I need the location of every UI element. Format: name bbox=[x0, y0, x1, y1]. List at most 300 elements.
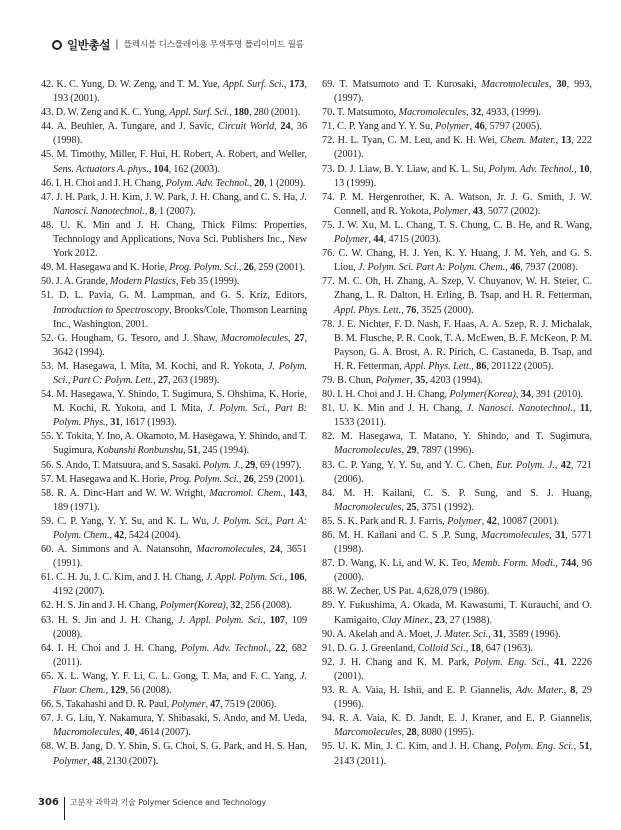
journal-title: Eur. Polym. J. bbox=[496, 459, 555, 471]
reference-item bbox=[322, 402, 592, 430]
reference-text: C. W. Chang, H. J. Yen, K. Y. Huang, J. M. Yeh, and G. S. Liou, bbox=[334, 248, 592, 274]
volume-number: 104 bbox=[153, 163, 169, 175]
volume-number: 29 bbox=[406, 445, 417, 457]
reference-text: , bbox=[267, 403, 275, 415]
volume-number: 76 bbox=[406, 304, 417, 316]
volume-number: 48 bbox=[91, 755, 102, 767]
reference-text: , bbox=[401, 501, 407, 513]
reference-item bbox=[322, 656, 592, 684]
reference-item bbox=[41, 106, 307, 120]
journal-title: Part B: Polym. Phys. bbox=[53, 403, 308, 429]
reference-text: , bbox=[401, 304, 407, 316]
journal-title: Modern Plastics bbox=[110, 276, 176, 288]
reference-text: A. Simmons and A. Natansohn, bbox=[57, 544, 197, 556]
reference-item bbox=[41, 571, 307, 599]
reference-number: 62. bbox=[41, 600, 56, 612]
reference-text: A. Akelah and A. Moet, bbox=[336, 628, 436, 640]
journal-title: Polymer bbox=[334, 234, 369, 246]
reference-item bbox=[41, 177, 307, 191]
volume-number: 40 bbox=[124, 727, 135, 739]
reference-text: , 259 (2001). bbox=[253, 262, 305, 274]
volume-number: 25 bbox=[406, 501, 417, 513]
reference-text: , 391 (2010). bbox=[530, 389, 584, 401]
reference-number: 58. bbox=[41, 487, 58, 499]
volume-number: 32 bbox=[230, 600, 241, 612]
reference-item bbox=[41, 430, 307, 458]
journal-title: Polymer bbox=[375, 374, 411, 386]
reference-item bbox=[322, 642, 592, 656]
reference-number: 87. bbox=[322, 558, 338, 570]
reference-item bbox=[322, 388, 592, 402]
volume-number: 86 bbox=[476, 360, 487, 372]
reference-number: 85. bbox=[322, 515, 338, 527]
journal-title: J. Polym. Sci. bbox=[207, 403, 268, 415]
volume-number: 24 bbox=[269, 544, 281, 556]
reference-text: , 1617 (1993). bbox=[120, 417, 177, 429]
reference-item bbox=[41, 740, 307, 768]
footer-divider bbox=[64, 797, 65, 820]
reference-text: , 647 (1963). bbox=[480, 642, 534, 654]
reference-number: 77. bbox=[322, 276, 339, 288]
reference-text: , 7897 (1996). bbox=[416, 445, 474, 457]
volume-number: 27 bbox=[157, 374, 169, 386]
reference-text: , 3525 (2000). bbox=[416, 304, 474, 316]
volume-number: 180 bbox=[233, 107, 249, 119]
reference-text: , bbox=[563, 685, 571, 697]
journal-title: Polymer bbox=[435, 121, 470, 133]
reference-text: J. G. Liu, Y. Nakamura, Y. Shibasaki, S. Ando, and M. Ueda, bbox=[56, 713, 308, 725]
reference-text: , 222 (2001). bbox=[334, 135, 592, 161]
reference-text: , 3642 (1994). bbox=[53, 332, 307, 358]
reference-text: M. Hasegawa, T. Matano, Y. Shindo, and T. Sugimura, bbox=[340, 431, 592, 443]
reference-text: J. A. Grande, bbox=[55, 276, 111, 288]
journal-title: Macromolecules bbox=[398, 107, 467, 119]
journal-title: Marcomolecules bbox=[334, 727, 402, 739]
reference-number: 88. bbox=[322, 586, 337, 598]
reference-text: , bbox=[249, 177, 255, 189]
journal-title: J. Appl. Polym. Sci. bbox=[178, 614, 263, 626]
reference-text: , bbox=[87, 755, 92, 767]
reference-text: M. Hasegawa, I. Mita, M. Kochi, and R. Yokota, bbox=[57, 360, 268, 372]
reference-item bbox=[41, 388, 307, 430]
reference-item bbox=[322, 585, 592, 599]
reference-number: 53. bbox=[41, 360, 58, 372]
journal-title: Polymer(Korea) bbox=[160, 600, 226, 612]
reference-number: 57. bbox=[41, 473, 56, 485]
reference-text: , bbox=[401, 727, 407, 739]
journal-title: J. Polym. Sci., Part C: Polym. Lett. bbox=[53, 360, 308, 386]
reference-text: , bbox=[225, 600, 231, 612]
reference-number: 54. bbox=[41, 389, 57, 401]
reference-text: , bbox=[555, 558, 561, 570]
reference-item bbox=[41, 642, 307, 670]
volume-number: 46 bbox=[474, 121, 485, 133]
references-left-column bbox=[41, 78, 307, 769]
reference-number: 44. bbox=[41, 121, 57, 133]
reference-text: A. Beuhler, A. Tungare, and J. Savic, bbox=[56, 121, 218, 133]
reference-text: , bbox=[268, 642, 276, 654]
reference-number: 89. bbox=[322, 600, 338, 612]
volume-number: 47 bbox=[210, 699, 221, 711]
reference-item bbox=[322, 318, 592, 374]
reference-item bbox=[41, 275, 307, 289]
reference-number: 50. bbox=[41, 276, 56, 288]
reference-text: , bbox=[283, 487, 290, 499]
reference-item bbox=[322, 712, 592, 740]
reference-text: , bbox=[274, 121, 281, 133]
reference-text: , bbox=[410, 374, 416, 386]
reference-text: , bbox=[465, 642, 471, 654]
reference-item bbox=[322, 628, 592, 642]
reference-item bbox=[322, 487, 592, 515]
volume-number: 744 bbox=[560, 558, 577, 570]
reference-text: , bbox=[548, 79, 557, 90]
volume-number: 23 bbox=[434, 614, 445, 626]
reference-item bbox=[41, 120, 307, 148]
volume-number: 42 bbox=[486, 515, 497, 527]
reference-text: C. P. Yang and Y. Y. Su, bbox=[337, 121, 436, 133]
running-header bbox=[52, 37, 304, 53]
reference-number: 49. bbox=[41, 262, 56, 274]
reference-number: 68. bbox=[41, 741, 57, 753]
reference-text: , 259 (2001). bbox=[253, 473, 305, 485]
reference-text: , bbox=[288, 332, 295, 344]
reference-number: 92. bbox=[322, 656, 340, 668]
reference-item bbox=[322, 557, 592, 585]
journal-title: Polym. Adv. Technol. bbox=[165, 177, 250, 189]
volume-number: 44 bbox=[373, 234, 384, 246]
reference-text: W. Zecher, US Pat. 4,628,079 (1986). bbox=[336, 586, 490, 598]
reference-item bbox=[41, 698, 307, 712]
reference-number: 66. bbox=[41, 699, 56, 711]
reference-text: S. Ando, T. Matsuura, and S. Sasaki. bbox=[55, 459, 204, 471]
reference-text: B. Chun, bbox=[337, 374, 376, 386]
journal-title: J. Polym. Sci., Part A: Polym. Chem. bbox=[53, 515, 307, 541]
reference-number: 51. bbox=[41, 290, 60, 302]
reference-text: , bbox=[262, 614, 270, 626]
reference-text: . 2226 (2001). bbox=[334, 656, 592, 682]
reference-text: R. A. Dinc-Hart and W. W. Wright, bbox=[57, 487, 210, 499]
reference-text: , bbox=[238, 473, 244, 485]
reference-number: 81. bbox=[322, 403, 340, 415]
reference-item bbox=[41, 219, 307, 261]
volume-number: 34 bbox=[520, 389, 531, 401]
volume-number: 11 bbox=[579, 403, 590, 415]
reference-text: , 96 (2000). bbox=[334, 558, 592, 584]
reference-text: , bbox=[429, 614, 435, 626]
reference-text: S. K. Park and R. J. Farris, bbox=[337, 515, 448, 527]
journal-title: Macromol. Chem. bbox=[209, 487, 284, 499]
volume-number: 46 bbox=[510, 262, 521, 274]
section-label: 일반총설 bbox=[67, 38, 111, 52]
reference-text: , 263 (1989). bbox=[168, 374, 220, 386]
reference-number: 67. bbox=[41, 713, 57, 725]
reference-item bbox=[41, 191, 307, 219]
journal-title: Polym. Eng. Sci. bbox=[504, 741, 574, 753]
journal-title: J. Fluor. Chem. bbox=[53, 670, 307, 697]
references-right-column bbox=[322, 78, 592, 769]
reference-text: M. Hasegawa and K. Horie, bbox=[55, 262, 170, 274]
reference-item bbox=[41, 712, 307, 740]
reference-item bbox=[322, 374, 592, 388]
reference-item bbox=[41, 289, 307, 331]
reference-text: , bbox=[153, 374, 158, 386]
volume-number: 30 bbox=[556, 79, 567, 90]
reference-text: J. E. Nichter, F. D. Nash, F. Haas, A. A. Szep, R. J. Michalak, B. M. Flusche, P. R. Cook, T. A. McEwen, B. F. McKeon, P. M. Payson, G. A. Brost, A. R. Pirich, C. Castaneda, B. Tsap, and H. R. Fetterman, bbox=[334, 318, 592, 372]
reference-text: , bbox=[240, 459, 246, 471]
reference-number: 91. bbox=[322, 642, 338, 654]
reference-number: 56. bbox=[41, 459, 56, 471]
reference-item bbox=[322, 219, 592, 247]
reference-text: , 4715 (2003). bbox=[383, 234, 441, 246]
reference-text: , 2130 (2007). bbox=[101, 755, 159, 767]
reference-text: C. P. Yang, Y. Y. Su, and K. L. Wu, bbox=[57, 515, 213, 527]
journal-title: Macromolecules bbox=[53, 727, 120, 739]
reference-number: 45. bbox=[41, 149, 57, 161]
reference-text: , 162 (2003). bbox=[168, 163, 220, 175]
reference-number: 79. bbox=[322, 374, 338, 386]
reference-text: , 56 (2008). bbox=[125, 685, 172, 697]
reference-text: , bbox=[549, 530, 556, 541]
volume-number: 8 bbox=[570, 685, 576, 697]
volume-number: 51 bbox=[187, 445, 198, 457]
journal-name: 고분자 과학과 기술 Polymer Science and Technology bbox=[69, 798, 267, 807]
reference-text: D. Wang, K. Li, and W. K. Teo, bbox=[337, 558, 473, 570]
reference-text: H. S. Jin and J. H. Chang, bbox=[58, 614, 179, 626]
reference-text: M. Hasegawa, Y. Shindo, T. Sugimura, S. Ohshima, K. Horie, M. Kochi, R. Yokota, and I. Mita, bbox=[53, 389, 307, 415]
journal-title: Polym. Eng. Sci. bbox=[474, 656, 547, 668]
reference-item bbox=[41, 360, 307, 388]
journal-title: Circuit World bbox=[217, 121, 275, 133]
reference-text: K. C. Yung, D. W. Zeng, and T. M. Yue, bbox=[56, 79, 223, 90]
reference-number: 73. bbox=[322, 163, 338, 175]
volume-number: 8 bbox=[149, 205, 155, 217]
journal-title: Macromolecules bbox=[481, 530, 550, 541]
reference-text: , Feb 35 (1999). bbox=[175, 276, 240, 288]
reference-text: , Brooks/Cole, Thomson Learning Inc., Washington, 2001. bbox=[53, 304, 307, 330]
reference-item bbox=[41, 78, 307, 106]
journal-title: Adv. Mater. bbox=[515, 685, 564, 697]
reference-text: G. Hougham, G. Tesoro, and J. Shaw, bbox=[57, 332, 222, 344]
reference-text: , 1533 (2011). bbox=[334, 403, 592, 429]
reference-text: , 189 (1971). bbox=[53, 487, 307, 513]
reference-item bbox=[322, 134, 592, 162]
reference-text: , bbox=[263, 544, 270, 556]
reference-text: D. J. Liaw, B. Y. Liaw, and K. L. Su, bbox=[337, 163, 489, 175]
reference-text: I. H. Choi and J. H. Chang, bbox=[337, 389, 450, 401]
volume-number: 42 bbox=[560, 459, 571, 471]
reference-item bbox=[41, 515, 307, 543]
journal-title: Polymer(Korea) bbox=[449, 389, 516, 401]
reference-text: , bbox=[488, 628, 494, 640]
volume-number: 26 bbox=[243, 262, 254, 274]
reference-item bbox=[322, 684, 592, 712]
reference-number: 76. bbox=[322, 248, 339, 260]
reference-number: 42. bbox=[41, 79, 57, 90]
volume-number: 13 bbox=[561, 135, 572, 147]
reference-text: U. K. Min and J. H. Chang, Thick Films: Properties, Technology and Applications, Nova Sci. Publishers Inc., New York 2012. bbox=[53, 219, 308, 260]
reference-text: , 682 (2011). bbox=[53, 642, 308, 668]
reference-text: , bbox=[105, 417, 111, 429]
reference-text: , 109 (2008). bbox=[53, 614, 307, 640]
reference-text: Y. Tokita, Y. Ino, A. Okamoto, M. Hasegawa, Y. Shindo, and T. Sugimura, bbox=[53, 431, 307, 457]
reference-text: , bbox=[205, 699, 211, 711]
reference-text: , bbox=[481, 515, 487, 527]
reference-text: , 27 (1988). bbox=[444, 614, 493, 626]
reference-item bbox=[322, 191, 592, 219]
volume-number: 27 bbox=[294, 332, 305, 344]
reference-text: , 8080 (1995). bbox=[416, 727, 474, 739]
reference-number: 61. bbox=[41, 572, 56, 584]
reference-number: 55. bbox=[41, 431, 56, 443]
article-title: 플렉시블 디스플레이용 무색투명 폴리이미드 필름 bbox=[123, 40, 304, 50]
reference-number: 94. bbox=[322, 713, 340, 725]
reference-text: J. W. Xu, M. L. Chang, T. S. Chung, C. B. He, and R. Wang, bbox=[337, 219, 592, 231]
journal-title: J. Appl. Polym. Sci. bbox=[205, 572, 285, 584]
reference-text: R. A. Vaia, H. Ishii, and E. P. Giannelis, bbox=[338, 685, 516, 697]
reference-text: , bbox=[471, 360, 477, 372]
journal-title: Appl. Phys. Lett. bbox=[334, 304, 402, 316]
reference-text: , bbox=[554, 459, 561, 471]
reference-text: P. M. Hergenrother, K. A. Watson, Jr. J. G. Smith, J. W. Connell, and R. Yokota, bbox=[334, 191, 593, 217]
reference-text: , 993, (1997). bbox=[334, 79, 592, 105]
reference-number: 90. bbox=[322, 628, 337, 640]
journal-title: Appl. Phys. Lett. bbox=[404, 360, 472, 372]
reference-number: 52. bbox=[41, 332, 58, 344]
journal-title: Macromolecules bbox=[196, 544, 264, 556]
reference-item bbox=[322, 515, 592, 529]
reference-number: 59. bbox=[41, 515, 58, 527]
journal-title: Polymer bbox=[171, 699, 206, 711]
reference-number: 83. bbox=[322, 459, 338, 471]
volume-number: 143 bbox=[289, 487, 305, 499]
reference-text: , bbox=[469, 121, 475, 133]
reference-text: , 5077 (2002). bbox=[483, 205, 541, 217]
reference-text: I. H. Choi and J. H. Chang, bbox=[55, 177, 166, 189]
reference-text: , 193 (2001). bbox=[53, 79, 307, 105]
reference-number: 63. bbox=[41, 614, 59, 626]
reference-item bbox=[322, 120, 592, 134]
reference-text: , bbox=[546, 656, 554, 668]
reference-text: , 5424 (2004). bbox=[124, 530, 181, 541]
reference-item bbox=[41, 261, 307, 275]
volume-number: 41 bbox=[554, 656, 565, 668]
reference-text: R. A. Vaia, K. D. Jandt, E. J. Kraner, and E. P. Giannelis, bbox=[339, 713, 592, 725]
header-separator: | bbox=[115, 39, 119, 50]
reference-number: 69. bbox=[322, 79, 340, 90]
journal-title: Appl. Surf. Sci. bbox=[222, 79, 285, 90]
reference-number: 80. bbox=[322, 389, 338, 401]
journal-title: Kobunshi Ronbunshu bbox=[96, 445, 184, 457]
reference-text: , 4933, (1999). bbox=[481, 107, 542, 119]
reference-text: , 721 (2006). bbox=[334, 459, 592, 485]
volume-number: 106 bbox=[289, 572, 305, 584]
reference-text: M. Timothy, Miller, F. Hui, H. Robert, A. Robert, and Weller, bbox=[56, 149, 308, 161]
reference-number: 72. bbox=[322, 135, 338, 147]
reference-text: , 2143 (2011). bbox=[334, 741, 592, 767]
reference-text: J. H. Park, J. H. Kim, J. W. Park, J. H. Chang, and C. S. Ha, bbox=[56, 191, 301, 203]
reference-number: 70. bbox=[322, 107, 337, 119]
reference-number: 43. bbox=[41, 107, 56, 119]
reference-text: , bbox=[555, 135, 562, 147]
volume-number: 24 bbox=[280, 121, 291, 133]
reference-text: , 4614 (2007). bbox=[134, 727, 191, 739]
reference-item bbox=[41, 670, 307, 698]
reference-text: , bbox=[401, 445, 407, 457]
reference-item bbox=[322, 740, 592, 768]
reference-number: 71. bbox=[322, 121, 338, 133]
volume-number: 20 bbox=[254, 177, 265, 189]
reference-item bbox=[322, 275, 592, 317]
reference-text: , bbox=[105, 685, 111, 697]
reference-text: , bbox=[466, 107, 472, 119]
reference-item bbox=[322, 247, 592, 275]
reference-text: U. K. Min and J. H. Chang, bbox=[339, 403, 467, 415]
reference-text: , 5797 (2005). bbox=[484, 121, 542, 133]
reference-number: 84. bbox=[322, 487, 344, 499]
journal-title: J. Nanosci. Nanotechnol. bbox=[53, 191, 307, 217]
reference-item bbox=[41, 543, 307, 571]
reference-text: , bbox=[238, 262, 244, 274]
volume-number: 18 bbox=[470, 642, 481, 654]
reference-text: W. B. Jang, D. Y. Shin, S. G. Choi, S. G. Park, and H. S. Han, bbox=[56, 741, 307, 753]
volume-number: 107 bbox=[269, 614, 285, 626]
volume-number: 10 bbox=[579, 163, 590, 175]
reference-text: , 4192 (2007). bbox=[53, 572, 307, 598]
reference-number: 86. bbox=[322, 530, 339, 541]
reference-number: 46. bbox=[41, 177, 56, 189]
journal-title: Prog. Polym. Sci. bbox=[169, 473, 239, 485]
reference-text: , 1 (2009). bbox=[264, 177, 306, 189]
reference-item bbox=[41, 473, 307, 487]
journal-title: Macromolecules bbox=[334, 445, 402, 457]
volume-number: 31 bbox=[555, 530, 566, 541]
reference-text: U. K. Min, J. C. Kim, and J. H. Chang, bbox=[337, 741, 505, 753]
reference-text: , bbox=[183, 445, 188, 457]
reference-item bbox=[322, 163, 592, 191]
reference-text: , bbox=[109, 530, 115, 541]
journal-title: Polym. Adv. Technol. bbox=[180, 642, 269, 654]
journal-title: Macromolecules bbox=[221, 332, 289, 344]
reference-text: , 4203 (1994). bbox=[425, 374, 483, 386]
reference-text: , 69 (1997). bbox=[255, 459, 302, 471]
reference-text: , 3589 (1996). bbox=[503, 628, 561, 640]
reference-text: , bbox=[119, 727, 125, 739]
reference-number: 78. bbox=[322, 318, 338, 330]
reference-text: M. C. Oh, H. Zhang, A. Szep, V. Chuyanov, W. H. Steier, C. Zhang, L. R. Dalton, H. Erling, B. Tsap, and H. R. Fetterman, bbox=[334, 276, 592, 302]
reference-text: H. S. Jin and J. H. Chang, bbox=[55, 600, 161, 612]
journal-title: Polym. J. bbox=[203, 459, 241, 471]
reference-text: , 36 (1998). bbox=[53, 121, 307, 147]
reference-text: , bbox=[505, 262, 511, 274]
journal-title: Polymer bbox=[53, 755, 88, 767]
reference-number: 65. bbox=[41, 670, 58, 682]
reference-text: , bbox=[284, 572, 290, 584]
reference-item bbox=[41, 459, 307, 473]
reference-text: M. H. Kailani and C. S .P. Sung, bbox=[338, 530, 482, 541]
reference-text: , 29 (1996). bbox=[334, 685, 592, 711]
volume-number: 22 bbox=[275, 642, 286, 654]
reference-text: , 13 (1999). bbox=[334, 163, 592, 189]
journal-title: Sens. Actuators A. phys. bbox=[53, 163, 149, 175]
reference-item bbox=[41, 148, 307, 176]
reference-text: , 3651 (1991). bbox=[53, 544, 307, 570]
reference-text: , 5771 (1998). bbox=[334, 530, 592, 556]
reference-text: D. W. Zeng and K. C. Yung, bbox=[55, 107, 170, 119]
reference-text: , bbox=[467, 205, 473, 217]
reference-text: M. H. Kailani, C. S. P. Sung, and S. J. Huang, bbox=[343, 487, 592, 499]
reference-text: , bbox=[515, 389, 521, 401]
